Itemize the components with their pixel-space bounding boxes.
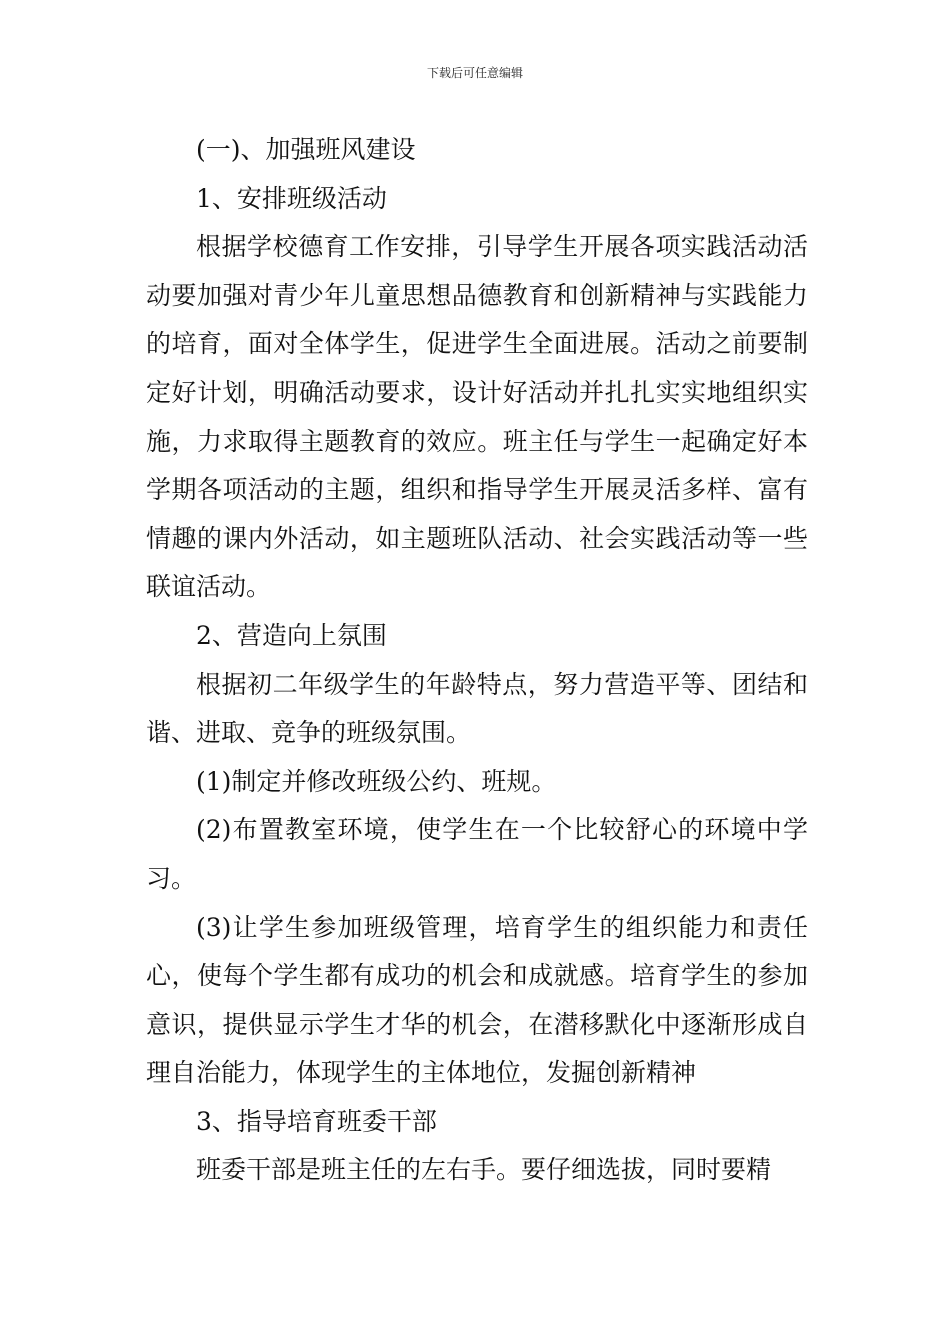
page-header-note: 下载后可任意编辑 [426,66,523,80]
body-paragraph: 根据学校德育工作安排，引导学生开展各项实践活动活动要加强对青少年儿童思想品德教育和创新精神与实践能力的培育，面对全体学生，促进学生全面进展。活动之前要制定好计划，明确活动要求，设计好活动并扎扎实实地组织实施，力求取得主题教育的效应。班主任与学生一起确定好本学期各项活动的主题，组织和指导学生开展灵活多样、富有情趣的课内外活动，如主题班队活动、社会实践活动等一些联谊活动。 [146,232,808,602]
list-item: (1)制定并修改班级公约、班规。 [196,766,557,796]
document-body [146,126,808,1195]
list-item: (2)布置教室环境，使学生在一个比较舒心的环境中学习。 [146,815,808,893]
section-heading: (一)、加强班风建设 [196,135,416,164]
subsection-heading: 2、营造向上氛围 [196,620,387,650]
subsection-heading: 1、安排班级活动 [196,183,387,213]
body-paragraph: 班委干部是班主任的左右手。要仔细选拔，同时要精 [196,1155,772,1185]
subsection-heading: 3、指导培育班委干部 [196,1106,437,1136]
body-paragraph: 根据初二年级学生的年龄特点，努力营造平等、团结和谐、进取、竞争的班级氛围。 [146,669,808,748]
list-item: (3)让学生参加班级管理，培育学生的组织能力和责任心，使每个学生都有成功的机会和成就感。培育学生的参加意识，提供显示学生才华的机会，在潜移默化中逐渐形成自理自治能力，体现学生的主体地位，发掘创新精神 [146,912,808,1088]
